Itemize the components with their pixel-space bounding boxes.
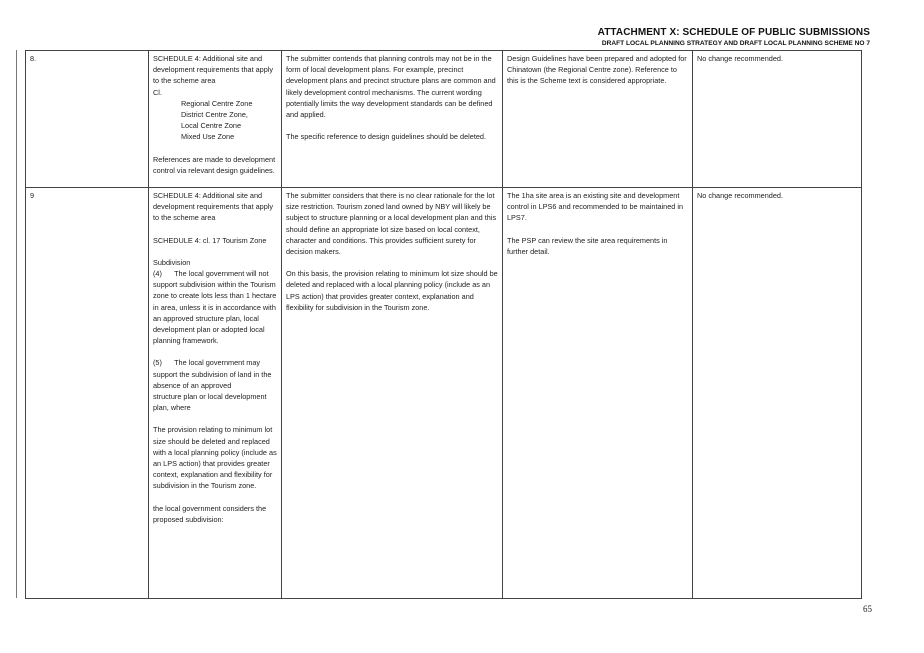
document-title: ATTACHMENT X: SCHEDULE OF PUBLIC SUBMISSIONS (597, 27, 870, 38)
provision-closing: References are made to development control via relevant design guidelines. (153, 154, 276, 175)
submission-paragraph: The submitter considers that there is no clear rationale for the lot size restriction. Tourism zoned land owned by NBY will likely be subject to structure planning or a local development plan and this should define an appropriate lot size based on local context, character and conditions. This provides sufficient surety for decision makers. (286, 191, 497, 257)
response-paragraph: Design Guidelines have been prepared and adopted for Chinatown (the Regional Centre zone). Reference to this is the Scheme text is considered appropriate. (507, 54, 687, 86)
table-row (26, 188, 862, 599)
clause-body: may support the subdivision of land in the absence of an approved (153, 358, 272, 390)
provision-paragraph: the local government considers the proposed subdivision: (153, 503, 267, 524)
response-paragraph: The 1ha site area is an existing site and development control in LPS6 and recommended to be maintained in LPS7. (507, 191, 684, 223)
scheme-provision-cell (149, 51, 282, 188)
submission-paragraph: The submitter contends that planning controls may not be in the form of local development plans. For example, precinct development plans and precinct structure plans are common and likely development control mechanisms. The current wording potentially limits the way development standards can be defined and applied. (286, 54, 496, 120)
clause-number: (4) (153, 269, 162, 279)
provision-heading: Subdivision (153, 257, 191, 267)
response-cell (503, 188, 693, 599)
submission-number: 8. (26, 51, 149, 188)
provision-intro: SCHEDULE 4: Additional site and development requirements that apply to the scheme area (153, 54, 274, 86)
provision-clause-5 (153, 357, 277, 413)
provision-clause: Cl. (153, 87, 162, 97)
clause-number: (5) (153, 358, 162, 368)
table-left-rule (16, 50, 17, 598)
submission-summary-cell (282, 188, 503, 599)
zone-item: Mixed Use Zone (181, 132, 235, 142)
submission-paragraph: The specific reference to design guidelines should be deleted. (286, 132, 486, 142)
scheme-provision-cell (149, 188, 282, 599)
clause-lead: The local government (174, 269, 245, 279)
document-subtitle: DRAFT LOCAL PLANNING STRATEGY AND DRAFT LOCAL PLANNING SCHEME NO 7 (601, 40, 870, 47)
table-row (26, 51, 862, 188)
response-cell (503, 51, 693, 188)
provision-clause-4 (153, 268, 277, 346)
response-paragraph: The PSP can review the site area requirements in further detail. (507, 235, 668, 256)
page-number: 65 (863, 604, 872, 614)
provision-paragraph: SCHEDULE 4: Additional site and development requirements that apply to the scheme area (153, 191, 274, 223)
submission-summary-cell (282, 51, 503, 188)
submission-paragraph: On this basis, the provision relating to minimum lot size should be deleted and replaced with a local planning policy (include as an LPS action) that provides greater context, explanation and flexibility for subdivision in the Tourism zone. (286, 269, 498, 312)
zone-item: District Centre Zone, (181, 110, 248, 120)
submissions-table (25, 50, 862, 599)
recommendation-cell: No change recommended. (693, 188, 862, 599)
zone-item: Regional Centre Zone (181, 98, 253, 108)
clause-lead: The local government (174, 358, 245, 368)
provision-paragraph: SCHEDULE 4: cl. 17 Tourism Zone (153, 235, 267, 245)
clause-body: structure plan or local development plan, where (153, 392, 267, 413)
recommendation-cell: No change recommended. (693, 51, 862, 188)
provision-paragraph: The provision relating to minimum lot size should be deleted and replaced with a local planning policy (include as an LPS action) that provides greater context, explanation and flexibility for subdivision in the Tourism zone. (153, 425, 277, 491)
submission-number: 9 (26, 188, 149, 599)
zone-item: Local Centre Zone (181, 121, 242, 131)
clause-body: will not support subdivision within the Tourism zone to create lots less than 1 hectare in area, unless it is in accordance with an approved structure plan, local development plan or adopted local planning framework. (153, 269, 277, 346)
